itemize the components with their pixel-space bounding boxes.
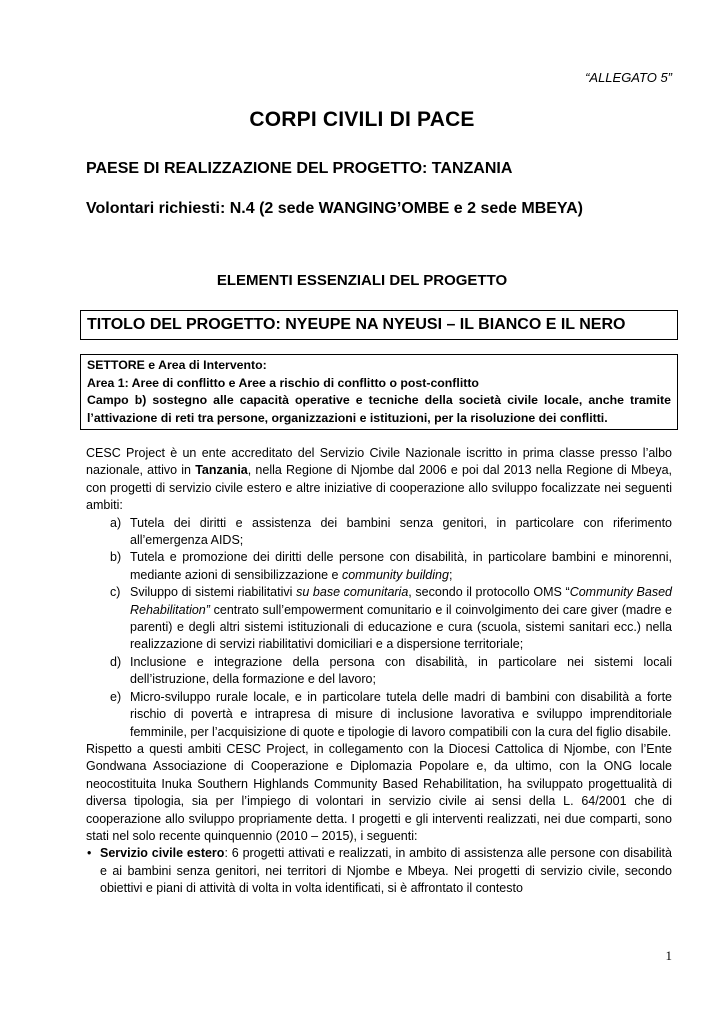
list-item xyxy=(86,689,672,741)
list-item xyxy=(86,654,672,689)
list-item-text: Inclusione e integrazione della persona con disabilità, in particolare nei sistemi locali dell’istruzione, della formazione e del lavoro; xyxy=(130,654,672,687)
interventi-list xyxy=(86,845,672,897)
list-item-italic: community building xyxy=(341,567,449,582)
bullet-icon: • xyxy=(87,846,92,861)
list-item-italic: su base comunitaria xyxy=(296,585,409,600)
list-marker: e) xyxy=(110,689,122,704)
volunteers-heading: Volontari richiesti: N.4 (2 sede WANGING’OMBE e 2 sede MBEYA) xyxy=(86,200,584,217)
sector-heading: SETTORE e Area di Intervento: xyxy=(87,358,267,372)
list-item-italic-2: Community Based Rehabilitation” xyxy=(130,585,672,617)
sector-box xyxy=(80,354,678,430)
ambiti-list xyxy=(86,515,672,741)
list-item xyxy=(86,515,672,550)
sector-campo-line-1: Campo b) sostegno alle capacità operative e tecniche della società civile locale, anche tramite xyxy=(87,393,671,407)
list-marker: a) xyxy=(110,515,122,530)
list-item xyxy=(86,584,672,654)
body-text xyxy=(86,445,672,898)
list-item-text-end: centrato sull’empowerment comunitario e il coinvolgimento dei care giver (madre e parenti) e degli altri sistemi istituzionali di educazione e cura (scuola, sistemi sanitari ecc.) nella realizzazione di servizi riabilitativi domiciliari e a dispersione territoriale; xyxy=(130,602,672,652)
page-number: 1 xyxy=(665,948,672,963)
list-item-bold: Servizio civile estero xyxy=(100,846,225,861)
project-title-box xyxy=(80,310,678,340)
intro-text-a: CESC Project è un ente accreditato del Servizio Civile Nazionale iscritto in prima classe presso l’albo nazionale, attivo in xyxy=(86,446,672,478)
sector-campo-line-2: l’attivazione di reti tra persone, organizzazioni e istituzioni, per la risoluzione dei conflitti. xyxy=(87,410,608,425)
rispetto-paragraph: Rispetto a questi ambiti CESC Project, in collegamento con la Diocesi Cattolica di Njombe, con l’Ente Gondwana Associazione di Cooperazione e Diplomazia Popolare e, da ultimo, con la ONG locale neocostituita Inuka Southern Highlands Community Based Rehabilitation, ha sviluppato progettualità di diversa tipologia, sia per l’impiego di volontari in servizio civile ai sensi della L. 64/2001 che di cooperazione allo sviluppo propriamente detta. I progetti e gli interventi realizzati, nei due comparti, sono stati nel solo recente quinquennio (2010 – 2015), i seguenti: xyxy=(86,741,672,843)
list-marker: d) xyxy=(110,654,122,669)
intro-paragraph xyxy=(86,445,672,515)
document-title: CORPI CIVILI DI PACE xyxy=(249,108,475,131)
list-item-text-end: ; xyxy=(448,567,453,582)
list-item-text: Tutela dei diritti e assistenza dei bambini senza genitori, in particolare con riferimento all’emergenza AIDS; xyxy=(130,515,672,548)
country-heading: PAESE DI REALIZZAZIONE DEL PROGETTO: TANZANIA xyxy=(86,160,513,177)
list-item xyxy=(86,845,672,897)
annex-label: “ALLEGATO 5” xyxy=(585,70,672,85)
list-item-text: : 6 progetti attivati e realizzati, in ambito di assistenza alle persone con disabilità e ai bambini senza genitori, nei territori di Njombe e Mbeya. Nei progetti di servizio civile, secondo obiettivi e piani di attività di volta in volta identificati, si è affrontato il contesto xyxy=(100,846,672,896)
intro-text-b: , nella Regione di Njombe dal 2006 e poi dal 2013 nella Regione di Mbeya, con progetti di servizio civile estero e altre iniziative di cooperazione allo sviluppo focalizzate nei seguenti ambiti: xyxy=(86,463,672,513)
list-item-text: Micro-sviluppo rurale locale, e in particolare tutela delle madri di bambini con disabilità a forte rischio di povertà e intrapresa di misure di inclusione lavorativa e sviluppo imprenditoriale femminile, per l’acquisizione di quote e tipologie di lavoro compatibili con la cura del figlio disabile. xyxy=(130,689,672,739)
list-item-text: Sviluppo di sistemi riabilitativi xyxy=(130,585,297,600)
list-item-text-mid: , secondo il protocollo OMS “ xyxy=(408,585,570,600)
intro-bold-country: Tanzania xyxy=(195,463,248,478)
sector-area: Area 1: Aree di conflitto e Aree a rischio di conflitto o post-conflitto xyxy=(87,375,479,390)
list-item xyxy=(86,549,672,584)
project-title: TITOLO DEL PROGETTO: NYEUPE NA NYEUSI – IL BIANCO E IL NERO xyxy=(87,316,626,333)
list-item-text: Tutela e promozione dei diritti delle persone con disabilità, in particolare bambini e minorenni, mediante azioni di sensibilizzazione e xyxy=(130,550,672,582)
list-marker: b) xyxy=(110,550,122,565)
section-heading: ELEMENTI ESSENZIALI DEL PROGETTO xyxy=(216,272,508,289)
list-marker: c) xyxy=(110,585,121,600)
